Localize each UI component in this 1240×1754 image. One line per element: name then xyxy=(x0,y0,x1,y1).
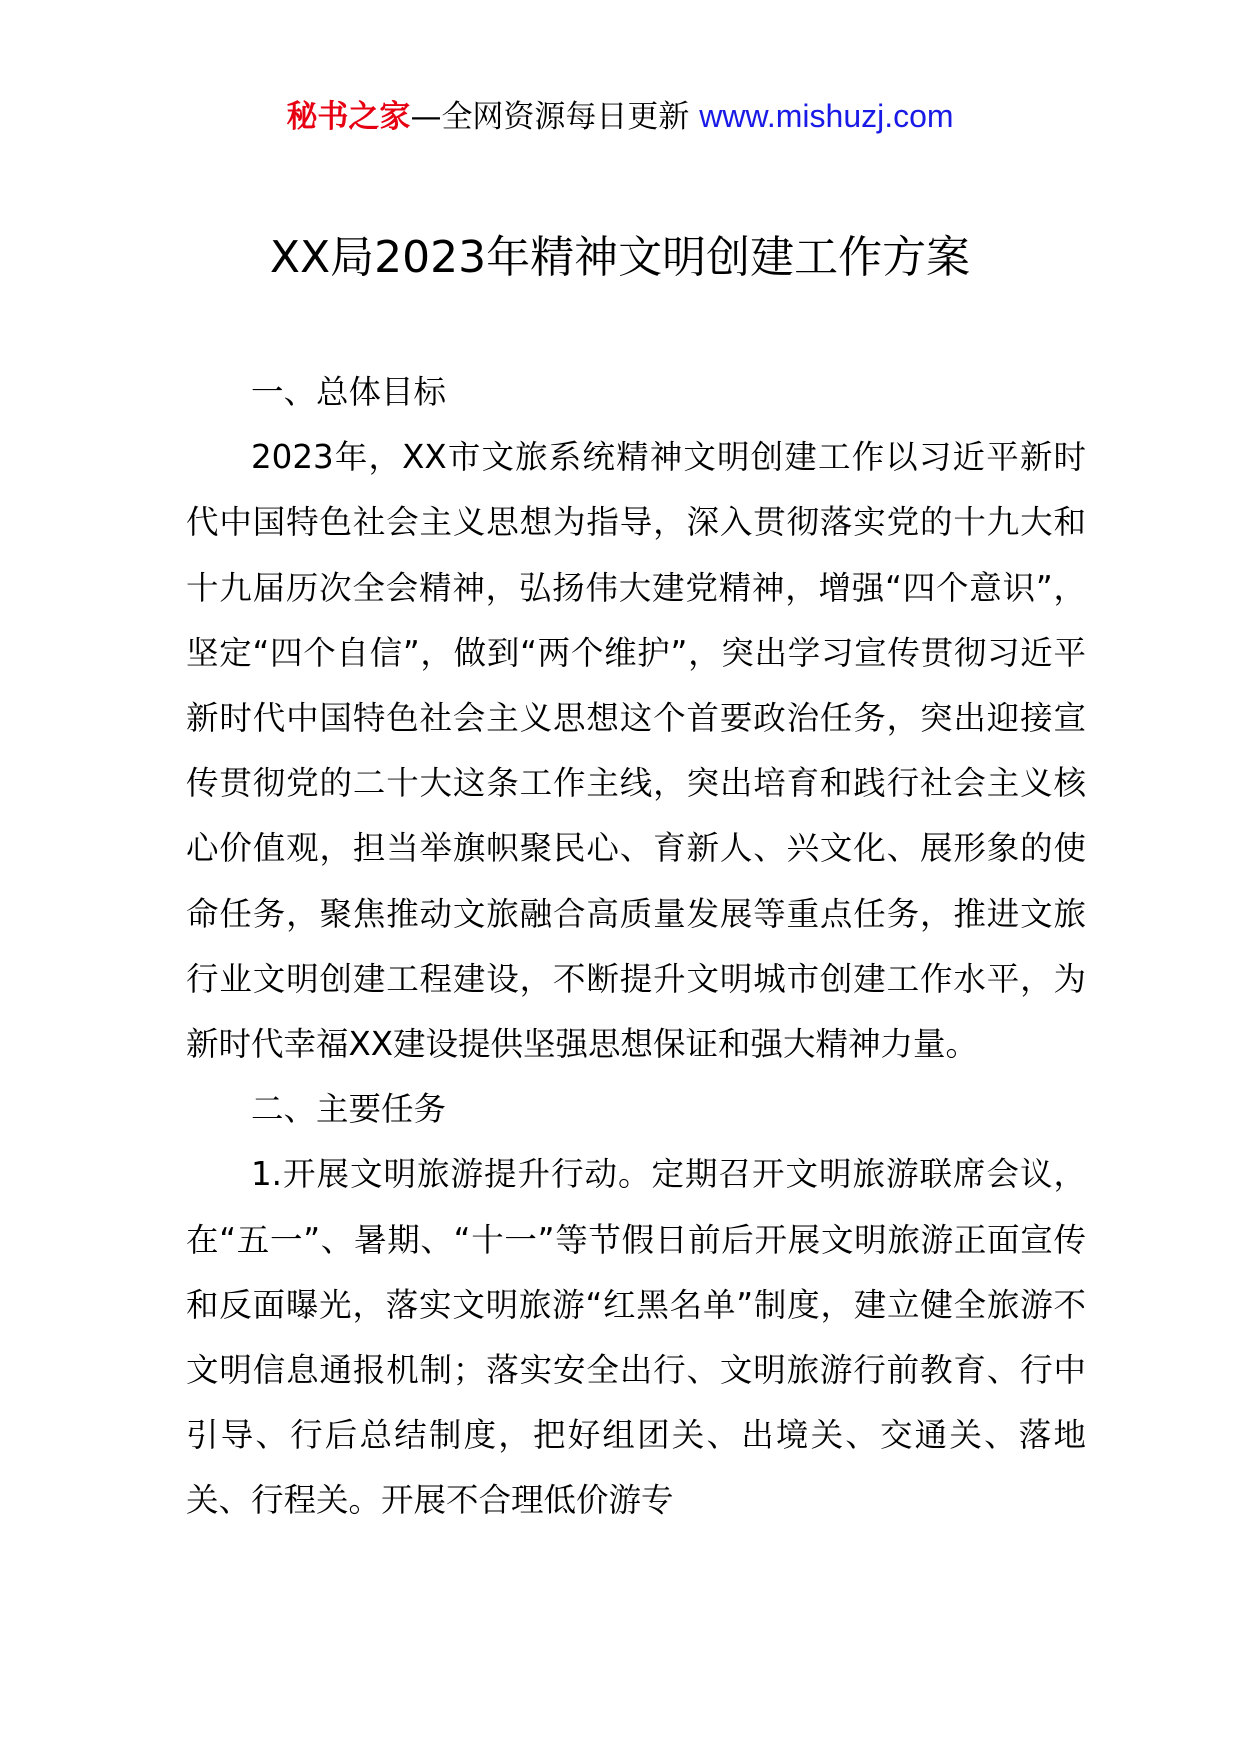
document-body xyxy=(186,360,1086,1534)
watermark-header xyxy=(0,96,1240,137)
paragraph-goals: 2023年，XX市文旅系统精神文明创建工作以习近平新时代中国特色社会主义思想为指导，深入贯彻落实党的十九大和十九届历次全会精神，弘扬伟大建党精神，增强“四个意识”，坚定“四个自信”，做到“两个维护”，突出学习宣传贯彻习近平新时代中国特色社会主义思想这个首要政治任务，突出迎接宣传贯彻党的二十大这条工作主线，突出培育和践行社会主义核心价值观，担当举旗帜聚民心、育新人、兴文化、展形象的使命任务，聚焦推动文旅融合高质量发展等重点任务，推进文旅行业文明创建工程建设，不断提升文明城市创建工作水平，为新时代幸福XX建设提供坚强思想保证和强大精神力量。 xyxy=(186,438,1086,1064)
brand-name: 秘书之家 xyxy=(286,99,411,135)
document-title: XX局2023年精神文明创建工作方案 xyxy=(269,232,971,283)
paragraph-tasks: 1.开展文明旅游提升行动。定期召开文明旅游联席会议，在“五一”、暑期、“十一”等节假日前后开展文明旅游正面宣传和反面曝光，落实文明旅游“红黑名单”制度，建立健全旅游不文明信息通报机制；落实安全出行、文明旅游行前教育、行中引导、行后总结制度，把好组团关、出境关、交通关、落地关、行程关。开展不合理低价游专 xyxy=(186,1155,1086,1520)
section-heading-tasks: 二、主要任务 xyxy=(251,1090,447,1129)
header-slogan: —全网资源每日更新 xyxy=(410,99,700,135)
section-heading-goals: 一、总体目标 xyxy=(251,373,447,411)
site-url-link[interactable]: www.mishuzj.com xyxy=(699,98,954,134)
